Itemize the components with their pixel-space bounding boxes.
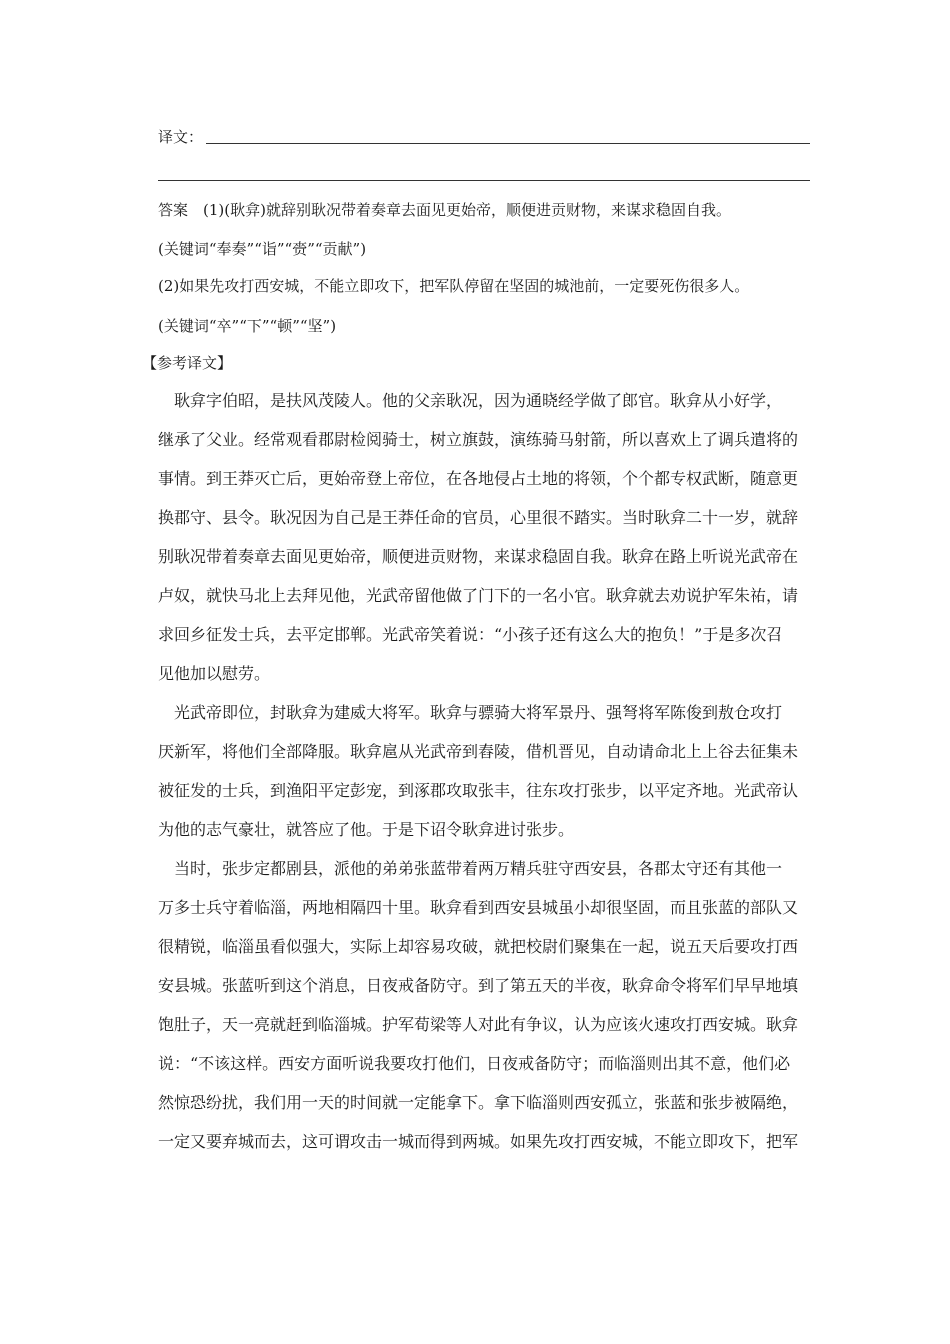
paragraph-line: 厌新军，将他们全部降服。耿弇扈从光武帝到舂陵，借机晋见，自动请命北上上谷去征集未 xyxy=(158,742,799,761)
paragraph-line: 耿弇字伯昭，是扶风茂陵人。他的父亲耿况，因为通晓经学做了郎官。耿弇从小好学， xyxy=(174,391,783,410)
paragraph-line: 一定又要弃城而去，这可谓攻击一城而得到两城。如果先攻打西安城，不能立即攻下，把军 xyxy=(158,1132,799,1151)
paragraph-line: 别耿况带着奏章去面见更始帝，顺便进贡财物，来谋求稳固自我。耿弇在路上听说光武帝在 xyxy=(158,547,799,566)
answer-blank-line xyxy=(206,143,810,144)
paragraph-line: 被征发的士兵，到渔阳平定彭宠，到涿郡攻取张丰，往东攻打张步，以平定齐地。光武帝认 xyxy=(158,781,799,800)
paragraph-line: 饱肚子，天一亮就赶到临淄城。护军荀梁等人对此有争议，认为应该火速攻打西安城。耿弇 xyxy=(158,1015,799,1034)
paragraph-line: 卢奴，就快马北上去拜见他，光武帝留他做了门下的一名小官。耿弇就去劝说护军朱祐，请 xyxy=(158,586,799,605)
paragraph-line: 求回乡征发士兵，去平定邯郸。光武帝笑着说：“小孩子还有这么大的抱负！”于是多次召 xyxy=(158,625,783,644)
translation-label: 译文： xyxy=(158,128,204,146)
keywords-line: (关键词“卒”“下”“顿”“坚”) xyxy=(158,317,337,335)
answer-blank-line xyxy=(158,180,810,181)
paragraph-line: 换郡守、县令。耿况因为自己是王莽任命的官员，心里很不踏实。当时耿弇二十一岁，就辞 xyxy=(158,508,799,527)
paragraph-line: 事情。到王莽灭亡后，更始帝登上帝位，在各地侵占土地的将领，个个都专权武断，随意更 xyxy=(158,469,799,488)
paragraph-line: 见他加以慰劳。 xyxy=(158,664,271,683)
paragraph-line: 万多士兵守着临淄，两地相隔四十里。耿弇看到西安县城虽小却很坚固，而且张蓝的部队又 xyxy=(158,898,799,917)
paragraph-line: 安县城。张蓝听到这个消息，日夜戒备防守。到了第五天的半夜，耿弇命令将军们早早地填 xyxy=(158,976,799,995)
keywords-line: (关键词“奉奏”“诣”“赍”“贡献”) xyxy=(158,240,367,258)
answer-line: (2)如果先攻打西安城，不能立即攻下，把军队停留在坚固的城池前，一定要死伤很多人。 xyxy=(158,277,750,295)
paragraph-line: 然惊恐纷扰，我们用一天的时间就一定能拿下。拿下临淄则西安孤立，张蓝和张步被隔绝， xyxy=(158,1093,799,1112)
answer-line: 答案 (1)(耿弇)就辞别耿况带着奏章去面见更始帝，顺便进贡财物，来谋求稳固自我。 xyxy=(158,201,731,219)
reference-translation-heading: 【参考译文】 xyxy=(142,354,233,372)
paragraph-line: 很精锐，临淄虽看似强大，实际上却容易攻破，就把校尉们聚集在一起，说五天后要攻打西 xyxy=(158,937,799,956)
paragraph-line: 光武帝即位，封耿弇为建威大将军。耿弇与骠骑大将军景丹、强弩将军陈俊到敖仓攻打 xyxy=(174,703,783,722)
translation-answer-row xyxy=(158,127,810,147)
paragraph-line: 为他的志气豪壮，就答应了他。于是下诏令耿弇进讨张步。 xyxy=(158,820,575,839)
paragraph-line: 说：“不该这样。西安方面听说我要攻打他们，日夜戒备防守；而临淄则出其不意，他们必 xyxy=(158,1054,791,1073)
paragraph-line: 继承了父业。经常观看郡尉检阅骑士，树立旗鼓，演练骑马射箭，所以喜欢上了调兵遣将的 xyxy=(158,430,799,449)
paragraph-line: 当时，张步定都剧县，派他的弟弟张蓝带着两万精兵驻守西安县，各郡太守还有其他一 xyxy=(174,859,783,878)
